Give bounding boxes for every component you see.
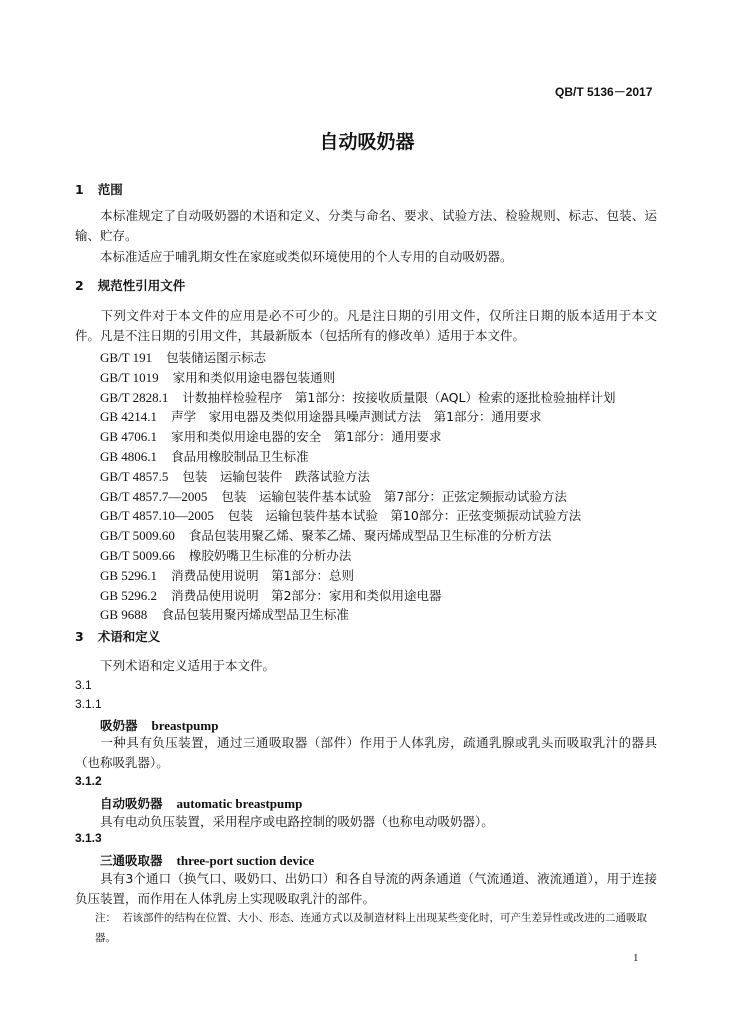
reference-item	[100, 506, 581, 524]
reference-title: 计数抽样检验程序 第1部分：按接收质量限（AQL）检索的逐批检验抽样计划	[182, 389, 616, 405]
reference-code: GB/T 191	[100, 350, 153, 365]
reference-item	[100, 427, 442, 445]
reference-title: 消费品使用说明 第2部分：家用和类似用途电器	[171, 587, 442, 603]
reference-item	[100, 388, 615, 406]
section-3-intro: 下列术语和定义适用于本文件。	[100, 658, 276, 673]
reference-code: GB 5296.2	[100, 587, 158, 603]
note-text: 若该部件的结构在位置、大小、形态、连通方式以及制造材料上出现某些变化时，可产生差异性或改进的二通吸取器。	[95, 912, 647, 944]
reference-item	[100, 487, 567, 505]
term-en: automatic breastpump	[176, 796, 303, 811]
term-zh: 吸奶器	[100, 718, 138, 733]
reference-title: 包装 运输包装件基本试验 第10部分：正弦变频振动试验方法	[227, 508, 582, 524]
reference-code: GB/T 4857.10—2005	[100, 508, 214, 524]
section-title: 规范性引用文件	[97, 278, 186, 293]
reference-item	[100, 467, 370, 485]
term-definition: 具有电动负压装置，采用程序或电路控制的吸奶器（也称电动吸奶器）。	[100, 814, 494, 829]
reference-code: GB/T 4857.5	[100, 468, 169, 484]
reference-item	[100, 605, 349, 623]
term-en: breastpump	[151, 718, 219, 733]
term-name	[100, 716, 218, 734]
section-number: 3	[75, 629, 84, 644]
page-number: 1	[633, 952, 639, 964]
reference-title: 家用和类似用途电器的安全 第1部分：通用要求	[171, 429, 442, 445]
reference-title: 食品包装用聚乙烯、聚苯乙烯、聚丙烯成型品卫生标准的分析方法	[188, 528, 552, 544]
term-definition: 一种具有负压装置，通过三通吸取器（部件）作用于人体乳房，疏通乳腺或乳头而吸取乳汁的器具（也称吸乳器）。	[75, 735, 657, 770]
reference-item	[100, 348, 266, 366]
reference-item	[100, 526, 551, 544]
reference-item	[100, 586, 442, 604]
reference-code: GB/T 1019	[100, 369, 159, 385]
reference-title: 包装储运图示标志	[166, 350, 267, 365]
standard-number: QB/T 5136－2017	[555, 85, 653, 99]
note-label: 注：	[95, 912, 116, 924]
term-note	[95, 908, 657, 948]
term-name	[100, 851, 314, 869]
reference-code: GB/T 4857.7—2005	[100, 488, 208, 504]
section-2-heading	[75, 276, 185, 294]
section-2-intro: 下列文件对于本文件的应用是必不可少的。凡是注日期的引用文件，仅所注日期的版本适用于本文件。凡是不注日期的引用文件，其最新版本（包括所有的修改单）适用于本文件。	[75, 308, 657, 343]
term-definition: 具有3个通口（换气口、吸奶口、出奶口）和各自导流的两条通道（气流通道、液流通道），用于连接负压装置，而作用在人体乳房上实现吸取乳汁的部件。	[75, 871, 657, 906]
section-3-heading	[75, 627, 160, 645]
subsection-number: 3.1	[75, 678, 92, 692]
reference-code: GB/T 5009.60	[100, 528, 175, 544]
section-1-para-2: 本标准适应于哺乳期女性在家庭或类似环境使用的个人专用的自动吸奶器。	[100, 249, 513, 264]
term-zh: 三通吸取器	[100, 853, 163, 868]
section-1-para-1: 本标准规定了自动吸奶器的术语和定义、分类与命名、要求、试验方法、检验规则、标志、包装、运输、贮存。	[75, 208, 657, 243]
document-title: 自动吸奶器	[319, 131, 415, 153]
reference-code: GB/T 5009.66	[100, 548, 175, 563]
reference-item	[100, 447, 309, 465]
section-title: 术语和定义	[97, 629, 161, 644]
term-number: 3.1.1	[75, 697, 102, 711]
reference-code: GB 4706.1	[100, 429, 158, 445]
reference-title: 包装 运输包装件 跌落试验方法	[182, 468, 370, 484]
reference-title: 食品用橡胶制品卫生标准	[171, 449, 309, 464]
reference-code: GB 4806.1	[100, 449, 158, 464]
section-number: 2	[75, 278, 84, 293]
reference-item	[100, 368, 335, 386]
section-title: 范围	[97, 182, 123, 197]
reference-item	[100, 546, 351, 564]
reference-code: GB 9688	[100, 607, 148, 623]
term-number: 3.1.3	[75, 831, 102, 845]
section-1-heading	[75, 180, 123, 198]
reference-title: 食品包装用聚丙烯成型品卫生标准	[161, 607, 349, 623]
reference-title: 橡胶奶嘴卫生标准的分析办法	[188, 548, 352, 563]
term-zh: 自动吸奶器	[100, 796, 163, 811]
reference-code: GB 5296.1	[100, 567, 158, 583]
reference-title: 声学 家用电器及类似用途器具噪声测试方法 第1部分：通用要求	[171, 409, 542, 425]
reference-item	[100, 566, 354, 584]
term-en: three-port suction device	[176, 853, 315, 868]
reference-title: 消费品使用说明 第1部分：总则	[171, 567, 355, 583]
reference-code: GB/T 2828.1	[100, 389, 169, 405]
reference-title: 包装 运输包装件基本试验 第7部分：正弦定频振动试验方法	[221, 488, 567, 504]
reference-code: GB 4214.1	[100, 409, 158, 425]
reference-item	[100, 407, 542, 425]
term-name	[100, 794, 302, 812]
section-number: 1	[75, 182, 84, 197]
term-number: 3.1.2	[75, 774, 102, 788]
reference-title: 家用和类似用途电器包装通则	[172, 369, 336, 385]
